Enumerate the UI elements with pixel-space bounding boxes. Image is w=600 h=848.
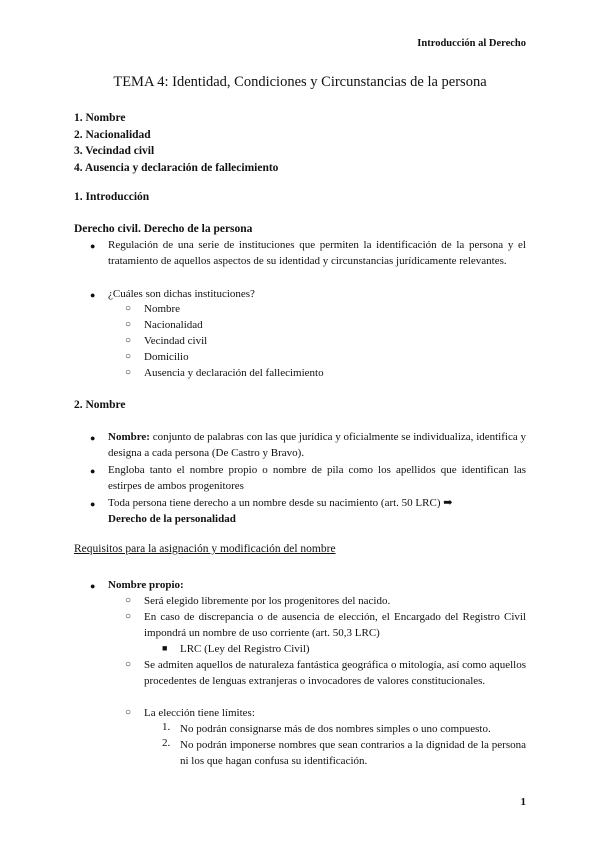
list-item: La elección tiene límites: <box>144 707 255 719</box>
bullet-icon: ● <box>90 499 96 509</box>
list-item: Nacionalidad <box>144 319 203 331</box>
toc-item: 2. Nacionalidad <box>74 128 151 141</box>
list-number: 2. <box>162 737 171 749</box>
hollow-bullet-icon: ○ <box>125 303 132 314</box>
subheading-derecho-civil: Derecho civil. Derecho de la persona <box>74 223 253 235</box>
hollow-bullet-icon: ○ <box>125 707 132 718</box>
toc-item: 1. Nombre <box>74 112 126 124</box>
bullet-text: Engloba tanto el nombre propio o nombre de pila como los apellidos que identifican las estirpes de ambos progenitores <box>108 464 526 493</box>
bullet-icon: ● <box>90 466 96 476</box>
list-number: 1. <box>162 721 171 733</box>
document-title: TEMA 4: Identidad, Condiciones y Circunstancias de la persona <box>113 74 487 90</box>
running-header: Introducción al Derecho <box>417 38 526 49</box>
term-label: Nombre: <box>108 431 150 443</box>
hollow-bullet-icon: ○ <box>125 595 132 606</box>
nombre-propio-label: Nombre propio: <box>108 579 184 591</box>
bullet-icon: ● <box>90 241 96 251</box>
table-of-contents <box>74 110 278 176</box>
bullet-text-main: Toda persona tiene derecho a un nombre desde su nacimiento (art. 50 LRC) ➡ <box>108 497 453 509</box>
bullet-text <box>108 495 526 527</box>
hollow-bullet-icon: ○ <box>125 659 132 670</box>
list-item: En caso de discrepancia o de ausencia de elección, el Encargado del Registro Civil impondrá un nombre de uso corriente (art. 50,3 LRC) <box>144 611 526 640</box>
hollow-bullet-icon: ○ <box>125 611 132 622</box>
bullet-text: ¿Cuáles son dichas instituciones? <box>108 288 255 300</box>
numbered-item: No podrán consignarse más de dos nombres simples o uno compuesto. <box>180 723 491 735</box>
derecho-personalidad-label: Derecho de la personalidad <box>108 513 236 526</box>
list-item: Nombre <box>144 303 181 315</box>
page-number: 1 <box>520 796 526 808</box>
toc-item: 3. Vecindad civil <box>74 145 155 157</box>
bullet-icon: ● <box>90 290 96 300</box>
list-item: Ausencia y declaración del fallecimiento <box>144 367 324 379</box>
hollow-bullet-icon: ○ <box>125 335 132 346</box>
list-item: LRC (Ley del Registro Civil) <box>180 643 310 655</box>
bullet-icon: ● <box>90 581 96 591</box>
list-item: Se admiten aquellos de naturaleza fantástica geográfica o mitología, así como aquellos procedentes de lenguas extranjeras o invocadores de valores constitucionales. <box>144 659 526 688</box>
toc-item: 4. Ausencia y declaración de fallecimiento <box>74 161 279 174</box>
bullet-icon: ● <box>90 433 96 443</box>
hollow-bullet-icon: ○ <box>125 319 132 330</box>
bullet-text: Regulación de una serie de instituciones que permiten la identificación de la persona y el tratamiento de aquellos aspectos de su identidad y circunstancias jurídicamente relevantes. <box>108 239 526 268</box>
requirements-title: Requisitos para la asignación y modificación del nombre <box>74 543 336 555</box>
list-item: Domicilio <box>144 351 189 363</box>
term-definition: conjunto de palabras con las que jurídica y oficialmente se individualiza, identifica y designa a cada persona (De Castro y Bravo). <box>108 431 526 460</box>
hollow-bullet-icon: ○ <box>125 367 132 378</box>
list-item: Vecindad civil <box>144 335 208 347</box>
section-heading-introduction: 1. Introducción <box>74 191 150 203</box>
hollow-bullet-icon: ○ <box>125 351 132 362</box>
bullet-text <box>108 429 526 461</box>
list-item: Será elegido libremente por los progenitores del nacido. <box>144 595 391 607</box>
section-heading-nombre: 2. Nombre <box>74 399 126 411</box>
numbered-item: No podrán imponerse nombres que sean contrarios a la dignidad de la persona ni los que hagan confusa su identificación. <box>180 739 526 768</box>
square-bullet-icon: ■ <box>162 643 168 653</box>
